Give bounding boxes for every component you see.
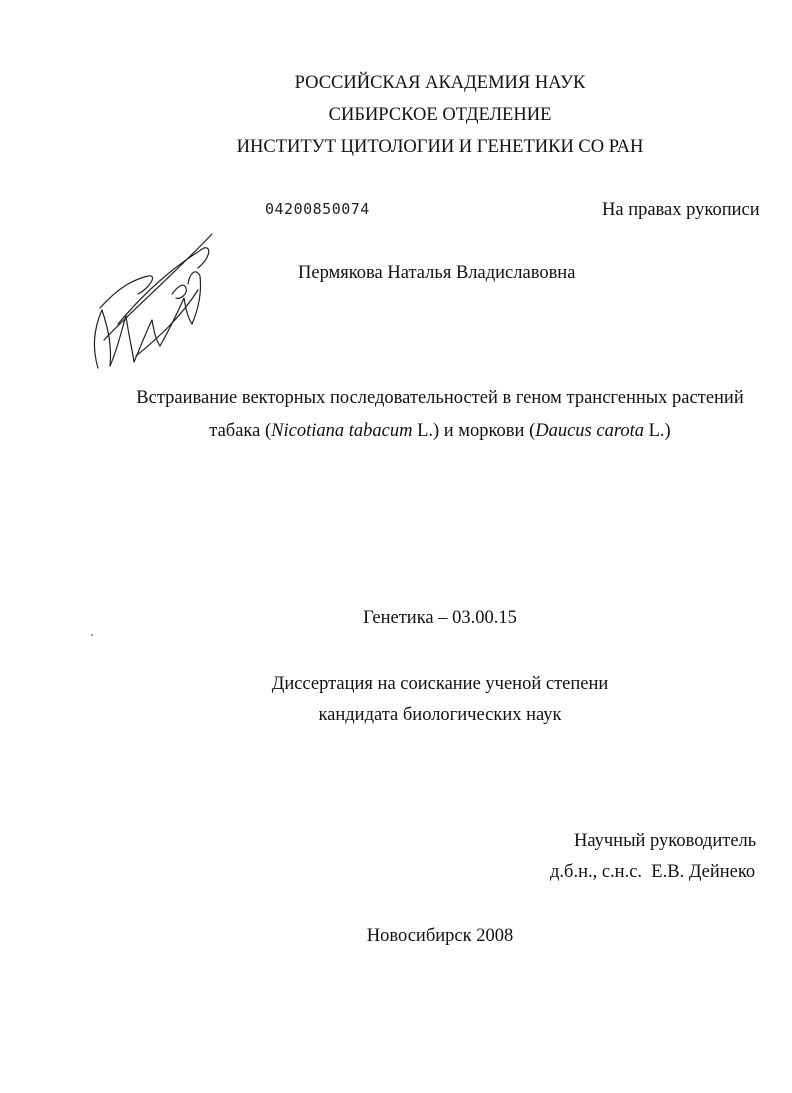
branch-name: СИБИРСКОЕ ОТДЕЛЕНИЕ [328, 105, 552, 125]
city-year: Новосибирск 2008 [366, 926, 514, 946]
thesis-title-line-1: Встраивание векторных последовательностей в геном трансгенных растений [136, 388, 744, 408]
title-prefix: табака ( [209, 421, 272, 441]
dissertation-purpose-line-1: Диссертация на соискание ученой степени [271, 674, 609, 694]
species-carrot: Daucus carota [535, 421, 644, 441]
dissertation-purpose-line-2: кандидата биологических наук [318, 705, 562, 725]
supervisor-role: Научный руководитель [574, 831, 757, 851]
title-suffix: L.) [644, 421, 671, 441]
author-signature [88, 228, 218, 378]
academy-name: РОССИЙСКАЯ АКАДЕМИЯ НАУК [294, 73, 586, 93]
author-name: Пермякова Наталья Владиславовна [298, 263, 576, 283]
title-middle: L.) и моркови ( [412, 421, 536, 441]
scan-speck [91, 634, 93, 636]
specialty-code: Генетика – 03.00.15 [363, 608, 517, 628]
manuscript-rights: На правах рукописи [602, 200, 760, 220]
species-tobacco: Nicotiana tabacum [271, 421, 413, 441]
inventory-number: 04200850074 [265, 200, 370, 218]
institute-name: ИНСТИТУТ ЦИТОЛОГИИ И ГЕНЕТИКИ СО РАН [236, 137, 644, 157]
supervisor-name: д.б.н., с.н.с. Е.В. Дейнеко [550, 862, 756, 882]
thesis-title-line-2 [0, 420, 792, 442]
